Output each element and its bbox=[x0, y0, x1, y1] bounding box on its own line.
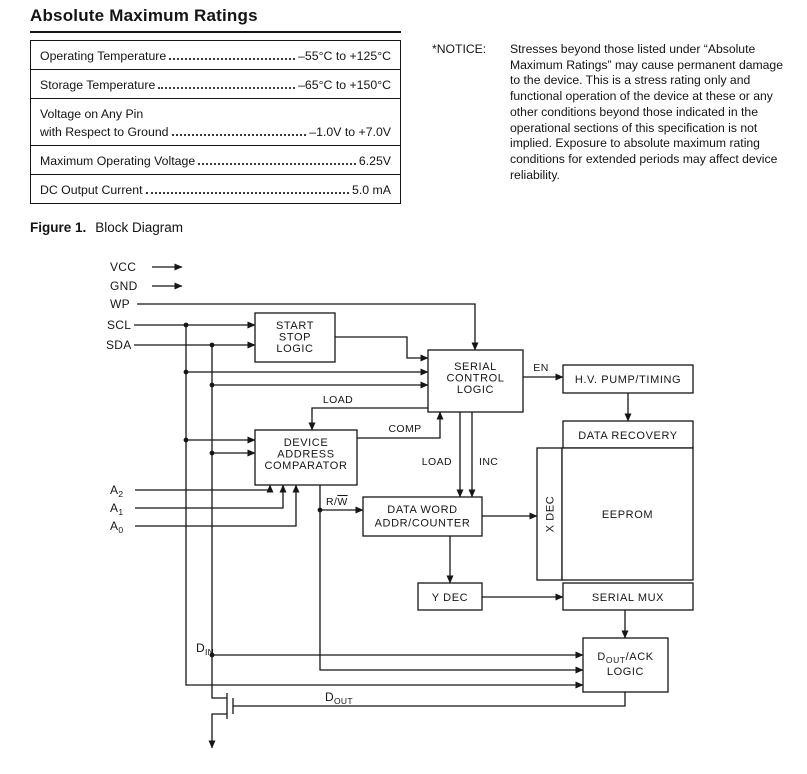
fet-source-ground-arrow bbox=[212, 714, 227, 748]
row-label: Voltage on Any Pin bbox=[40, 107, 144, 121]
sda-bus bbox=[212, 345, 227, 698]
device-address-comparator-label: DEVICE bbox=[283, 437, 329, 449]
data-word-addr-counter-label: DATA WORD bbox=[387, 504, 458, 516]
a0-wire bbox=[135, 485, 296, 526]
comp-signal-label: COMP bbox=[388, 423, 422, 435]
figure-caption bbox=[30, 220, 183, 235]
notice-label: *NOTICE: bbox=[432, 42, 487, 56]
dot-leader bbox=[169, 58, 295, 60]
dout-wire bbox=[233, 692, 625, 706]
dout-ack-logic-label: $D_{OUT}$/ACK bbox=[597, 651, 654, 665]
load-signal-label: LOAD bbox=[322, 394, 354, 406]
junction-dot bbox=[184, 438, 189, 443]
table-row bbox=[31, 41, 400, 70]
ratings-table bbox=[30, 40, 401, 204]
gnd-pin-label: GND bbox=[110, 279, 138, 293]
notice-block bbox=[432, 42, 796, 183]
device-address-comparator-label: ADDRESS bbox=[277, 448, 335, 461]
dout-ack-logic-box bbox=[583, 638, 668, 692]
device-address-comparator-label: COMPARATOR bbox=[264, 460, 348, 472]
scl-pin-label: SCL bbox=[107, 318, 132, 332]
figure-label: Figure 1. bbox=[30, 220, 87, 235]
start-stop-logic-label: LOGIC bbox=[276, 343, 314, 355]
dot-leader bbox=[172, 134, 307, 136]
a2-pin-label: $A_2$ bbox=[110, 483, 124, 499]
junction-dot bbox=[184, 370, 189, 375]
wp-pin-label: WP bbox=[110, 297, 130, 311]
data-word-addr-counter-box bbox=[363, 497, 482, 536]
a1-wire bbox=[135, 485, 283, 508]
din-pin-label: $D_{IN}$ bbox=[196, 641, 215, 657]
diagram-boxes bbox=[255, 313, 693, 692]
notice-text: Stresses beyond those listed under “Absolute Maximum Ratings” may cause permanent damage to the device. This is a stress rating only and functional operation of the device at these or any other conditions beyond those indicated in the operational sections of this specification is not implied. Exposure to absolute maximum rating conditions for extended periods may affect device reliability. bbox=[510, 42, 783, 182]
startstop-to-serial-wire bbox=[335, 337, 428, 358]
row-label: DC Output Current bbox=[40, 183, 143, 197]
en-signal-label: EN bbox=[533, 362, 549, 374]
row-label: Maximum Operating Voltage bbox=[40, 154, 196, 168]
page-title: Absolute Maximum Ratings bbox=[30, 6, 258, 25]
junction-dot bbox=[210, 451, 215, 456]
dout-ack-logic-label: LOGIC bbox=[606, 666, 645, 678]
junction-dot bbox=[210, 343, 215, 348]
title-rule bbox=[30, 31, 401, 33]
x-dec-label: X DEC bbox=[544, 495, 557, 533]
table-row bbox=[31, 146, 400, 175]
dot-leader bbox=[158, 87, 295, 89]
inc-signal-label: INC bbox=[479, 456, 499, 468]
serial-control-logic-label: SERIAL bbox=[454, 361, 497, 373]
a2-wire bbox=[135, 485, 270, 490]
table-row bbox=[31, 99, 400, 146]
load-signal-label: LOAD bbox=[421, 456, 452, 468]
table-row bbox=[31, 70, 400, 99]
junction-dot bbox=[318, 508, 323, 513]
dout-pin-label: $D_{OUT}$ bbox=[325, 690, 353, 706]
vcc-pin-label: VCC bbox=[110, 260, 137, 274]
dot-leader bbox=[146, 192, 350, 194]
row-value: 6.25V bbox=[358, 154, 391, 168]
row-label: Operating Temperature bbox=[40, 49, 167, 63]
data-recovery-label: DATA RECOVERY bbox=[578, 430, 678, 442]
row-label: Storage Temperature bbox=[40, 78, 156, 92]
eeprom-label: EEPROM bbox=[601, 509, 654, 521]
rw-signal-label: R/W bbox=[326, 496, 348, 508]
table-row bbox=[31, 175, 400, 203]
row-value: –55°C to +125°C bbox=[298, 49, 391, 63]
y-dec-label: Y DEC bbox=[431, 592, 469, 604]
a0-pin-label: $A_0$ bbox=[110, 519, 124, 535]
figure-title: Block Diagram bbox=[95, 220, 184, 235]
start-stop-logic-label: STOP bbox=[278, 331, 312, 344]
row-label: with Respect to Ground bbox=[40, 125, 169, 139]
a1-pin-label: $A_1$ bbox=[110, 501, 124, 517]
junction-dot bbox=[210, 383, 215, 388]
row-value: –65°C to +150°C bbox=[298, 78, 391, 92]
data-word-addr-counter-label: ADDR/COUNTER bbox=[374, 517, 471, 530]
hv-pump-timing-label: H.V. PUMP/TIMING bbox=[574, 374, 682, 386]
dot-leader bbox=[198, 163, 356, 165]
junction-dot bbox=[184, 323, 189, 328]
sda-pin-label: SDA bbox=[106, 338, 132, 352]
row-value: –1.0V to +7.0V bbox=[309, 125, 391, 139]
start-stop-logic-label: START bbox=[275, 320, 315, 332]
serial-mux-label: SERIAL MUX bbox=[591, 592, 665, 604]
row-value: 5.0 mA bbox=[352, 183, 391, 197]
block-diagram bbox=[0, 255, 807, 774]
serial-control-logic-label: LOGIC bbox=[456, 384, 495, 396]
serial-control-logic-label: CONTROL bbox=[446, 372, 505, 385]
